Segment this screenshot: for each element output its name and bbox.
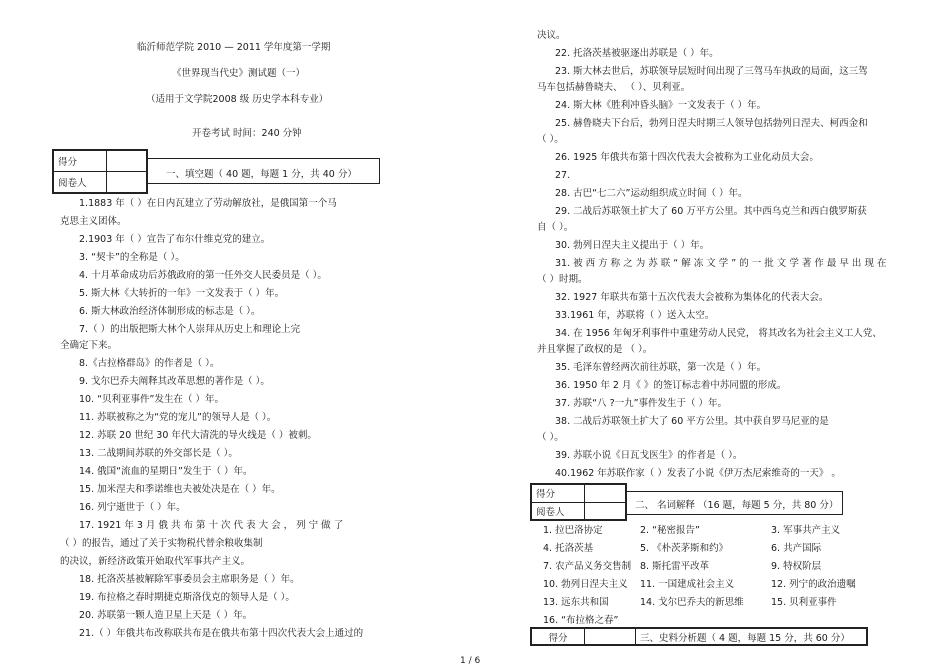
- fill-blank-line: （ ）的报告，通过了关于实物税代替余粮收集制: [60, 538, 263, 549]
- fill-blank-line: 33.1961 年，苏联将（ ）送入太空。: [555, 310, 715, 321]
- score-cell: [107, 151, 147, 172]
- fill-blank-line: 30. 勃列日涅夫主义提出于（ ）年。: [555, 240, 710, 251]
- fill-blank-line: 2.1903 年（ ）宣告了布尔什维克党的建立。: [79, 234, 271, 245]
- fill-blank-line: 并且掌握了政权的是 （ ）。: [537, 344, 653, 355]
- term-item: 8. 斯托雷平改革: [640, 561, 710, 572]
- fill-blank-line: 39. 苏联小说《日瓦戈医生》的作者是（ ）。: [555, 450, 743, 461]
- term-item: 1. 拉巴洛协定: [543, 525, 603, 536]
- fill-blank-line: 38. 二战后苏联领土扩大了 60 平方公里。其中获自罗马尼亚的是: [555, 416, 829, 427]
- school-line: 临沂师范学院 2010 — 2011 学年度第一学期: [137, 42, 331, 53]
- term-item: 2. “秘密报告”: [640, 525, 700, 536]
- exam-info: 开卷考试 时间：240 分钟: [192, 128, 302, 139]
- fill-blank-line: 32. 1927 年联共布第十五次代表大会被称为集体化的代表大会。: [555, 292, 829, 303]
- term-item: 13. 远东共和国: [543, 597, 609, 608]
- reviewer-cell: [585, 502, 626, 520]
- fill-blank-line: 9. 戈尔巴乔夫阐释其改革思想的著作是（ ）。: [79, 376, 270, 387]
- fill-blank-line: 27.: [555, 170, 571, 181]
- section1-title-box: [148, 158, 380, 184]
- term-item: 12. 列宁的政治遗嘱: [771, 579, 856, 590]
- page-number: 1 / 6: [460, 656, 481, 666]
- term-item: 4. 托洛茨基: [543, 543, 594, 554]
- fill-blank-line: 决议。: [537, 30, 566, 41]
- section3-title: 三、史料分析题（ 4 题，每题 15 分，共 60 分）: [636, 629, 867, 645]
- term-item: 16. “布拉格之春”: [543, 615, 619, 626]
- fill-blank-line: 18. 托洛茨基被解除军事委员会主席职务是（ ）年。: [79, 574, 300, 585]
- fill-blank-line: 28. 古巴“七二六”运动组织成立时间（ ）年。: [555, 188, 748, 199]
- fill-blank-line: 22. 托洛茨基被驱逐出苏联是（ ）年。: [555, 48, 719, 59]
- fill-blank-line: 34. 在 1956 年匈牙利事件中重建劳动人民党， 将其改名为社会主义工人党、: [555, 328, 882, 339]
- fill-blank-line: 19. 布拉格之春时期捷克斯洛伐克的领导人是（ ）。: [79, 592, 295, 603]
- fill-blank-line: 3. “契卡”的全称是（ ）。: [79, 252, 185, 263]
- fill-blank-line: 36. 1950 年 2 月《 》的签订标志着中苏同盟的形成。: [555, 380, 787, 391]
- fill-blank-line: 5. 斯大林《大转折的一年》一文发表于（ ）年。: [79, 288, 285, 299]
- reviewer-cell: [107, 172, 147, 193]
- fill-blank-line: 13. 二战期间苏联的外交部长是（ ）。: [79, 448, 238, 459]
- term-item: 7. 农产品义务交售制: [543, 561, 632, 572]
- fill-blank-line: 的决议，新经济政策开始取代军事共产主义。: [60, 556, 251, 567]
- term-item: 6. 共产国际: [771, 543, 822, 554]
- fill-blank-line: 20. 苏联第一颗人造卫星上天是（ ）年。: [79, 610, 253, 621]
- fill-blank-line: 7.（ ）的出版把斯大林个人崇拜从历史上和理论上完: [79, 324, 301, 335]
- fill-blank-line: 6. 斯大林政治经济体制形成的标志是（ ）。: [79, 306, 261, 317]
- fill-blank-line: 31. 被 西 方 称 之 为 苏 联 “ 解 冻 文 学 ” 的 一 批 文 学 著 作 最 早 出 现 在: [555, 258, 887, 269]
- score-cell: [585, 629, 636, 645]
- applicable-line: （适用于文学院2008 级 历史学本科专业）: [146, 94, 329, 105]
- fill-blank-line: 25. 赫鲁晓夫下台后，勃列日涅夫时期三人领导包括勃列日涅夫、柯西金和: [555, 118, 868, 129]
- fill-blank-line: （ ）时期。: [537, 274, 588, 285]
- term-item: 3. 军事共产主义: [771, 525, 841, 536]
- fill-blank-line: 全确定下来。: [60, 340, 118, 351]
- term-item: 11. 一国建成社会主义: [640, 579, 735, 590]
- reviewer-label: 阅卷人: [54, 172, 107, 193]
- fill-blank-line: 26. 1925 年俄共布第十四次代表大会被称为工业化动员大会。: [555, 152, 819, 163]
- fill-blank-line: 14. 俄国“流血的星期日”发生于（ ）年。: [79, 466, 253, 477]
- fill-blank-line: 10. “贝利亚事件”发生在（ ）年。: [79, 394, 224, 405]
- fill-blank-line: （ ）。: [537, 432, 564, 443]
- section3-score-box: [530, 627, 868, 646]
- fill-blank-line: 自（ ）。: [537, 222, 574, 233]
- fill-blank-line: 克思主义团体。: [60, 216, 127, 227]
- fill-blank-line: 11. 苏联被称之为“党的宠儿”的领导人是（ ）。: [79, 412, 277, 423]
- fill-blank-line: 马车包括赫鲁晓夫、 （ ）、贝利亚。: [537, 82, 691, 93]
- term-item: 15. 贝利亚事件: [771, 597, 837, 608]
- score-cell: [585, 485, 626, 503]
- fill-blank-line: 16. 列宁逝世于（ ）年。: [79, 502, 186, 513]
- section1-score-box: [52, 149, 148, 194]
- score-label: 得分: [532, 629, 585, 645]
- fill-blank-line: 35. 毛泽东曾经两次前往苏联，第一次是（ ）年。: [555, 362, 767, 373]
- term-item: 9. 特权阶层: [771, 561, 822, 572]
- fill-blank-line: （ ）。: [537, 134, 564, 145]
- section2-score-box: [530, 483, 627, 521]
- fill-blank-line: 8.《古拉格群岛》的作者是（ ）。: [79, 358, 220, 369]
- fill-blank-line: 40.1962 年苏联作家（ ）发表了小说《伊万杰尼索维奇的一天》 。: [555, 468, 841, 479]
- section2-title: 二、 名词解释 （16 题，每题 5 分，共 80 分）: [635, 500, 839, 511]
- fill-blank-line: 4. 十月革命成功后苏俄政府的第一任外交人民委员是（ ）。: [79, 270, 327, 281]
- fill-blank-line: 29. 二战后苏联领土扩大了 60 万平方公里。其中西乌克兰和西白俄罗斯获: [555, 206, 867, 217]
- fill-blank-line: 37. 苏联“八 ?一九”事件发生于（ ）年。: [555, 398, 728, 409]
- fill-blank-line: 15. 加米涅夫和季诺维也夫被处决是在（ ）年。: [79, 484, 281, 495]
- score-label: 得分: [54, 151, 107, 172]
- score-label: 得分: [532, 485, 585, 503]
- section2-title-box: [627, 491, 843, 515]
- term-item: 5. 《朴茨茅斯和约》: [640, 543, 729, 554]
- fill-blank-line: 17. 1921 年 3 月 俄 共 布 第 十 次 代 表 大 会 ， 列 宁 做 了: [79, 520, 344, 531]
- fill-blank-line: 1.1883 年（ ）在日内瓦建立了劳动解放社，是俄国第一个马: [79, 198, 337, 209]
- section1-title: 一、填空题（ 40 题，每题 1 分，共 40 分）: [166, 169, 357, 180]
- term-item: 10. 勃列日涅夫主义: [543, 579, 628, 590]
- term-item: 14. 戈尔巴乔夫的新思维: [640, 597, 744, 608]
- fill-blank-line: 24. 斯大林《胜利冲昏头脑》一文发表于（ ）年。: [555, 100, 767, 111]
- fill-blank-line: 12. 苏联 20 世纪 30 年代大清洗的导火线是（ ）被刺。: [79, 430, 317, 441]
- reviewer-label: 阅卷人: [532, 502, 585, 520]
- fill-blank-line: 21.（ ）年俄共布改称联共布是在俄共布第十四次代表大会上通过的: [79, 628, 364, 639]
- test-title: 《世界现当代史》测试题（一）: [172, 68, 306, 79]
- fill-blank-line: 23. 斯大林去世后，苏联领导层短时间出现了三驾马车执政的局面，这三驾: [555, 66, 868, 77]
